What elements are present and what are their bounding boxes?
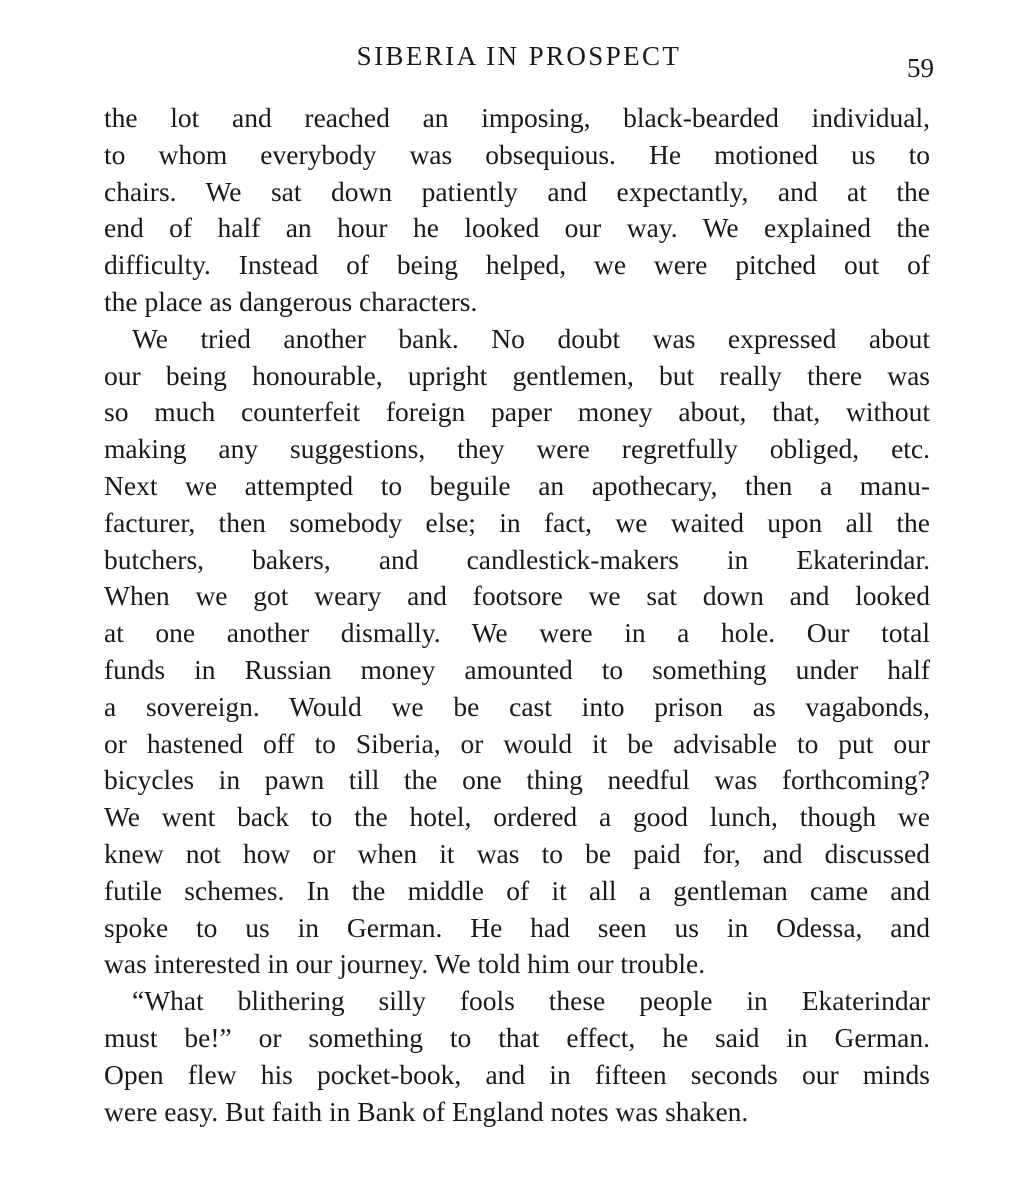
running-title: SIBERIA IN PROSPECT xyxy=(356,41,682,71)
text-line: the lot and reached an imposing, black-bearded individual, xyxy=(104,102,930,133)
text-line: making any suggestions, they were regretfully obliged, etc. xyxy=(104,433,930,465)
text-line: futile schemes. In the middle of it all a gentleman came and xyxy=(104,874,930,906)
text-line: were easy. But faith in Bank of England notes was shaken. xyxy=(104,1095,749,1127)
text-line: was interested in our journey. We told him our trouble. xyxy=(104,948,706,980)
text-line: so much counterfeit foreign paper money about, that, without xyxy=(104,396,930,428)
text-line: our being honourable, upright gentlemen, but really there was xyxy=(104,359,930,391)
text-line: at one another dismally. We were in a hole. Our total xyxy=(104,617,930,649)
text-line: “What blithering silly fools these people in Ekaterindar xyxy=(132,985,930,1017)
text-line: the place as dangerous characters. xyxy=(104,285,478,317)
text-line: Next we attempted to beguile an apothecary, then a manu- xyxy=(104,469,930,501)
text-line: facturer, then somebody else; in fact, we waited upon all the xyxy=(104,506,930,538)
text-line: When we got weary and footsore we sat down and looked xyxy=(104,580,930,612)
text-line: or hastened off to Siberia, or would it be advisable to put our xyxy=(104,727,930,759)
body-text xyxy=(104,100,930,1130)
text-line: Open flew his pocket-book, and in fifteen seconds our minds xyxy=(104,1058,930,1090)
text-line: funds in Russian money amounted to something under half xyxy=(104,653,930,685)
text-line: bicycles in pawn till the one thing needful was forthcoming? xyxy=(104,764,930,796)
text-line: to whom everybody was obsequious. He motioned us to xyxy=(104,138,930,170)
text-line: knew not how or when it was to be paid for, and discussed xyxy=(104,837,930,869)
running-head xyxy=(104,38,934,83)
text-line: butchers, bakers, and candlestick-makers in Ekaterindar. xyxy=(104,543,930,575)
text-line: end of half an hour he looked our way. We explained the xyxy=(104,212,930,244)
text-line: must be!” or something to that effect, he said in German. xyxy=(104,1021,930,1053)
page-number: 59 xyxy=(907,53,934,83)
text-line: chairs. We sat down patiently and expectantly, and at the xyxy=(104,175,930,207)
text-line: spoke to us in German. He had seen us in Odessa, and xyxy=(104,911,930,943)
text-line: We went back to the hotel, ordered a good lunch, though we xyxy=(104,801,930,833)
text-line: difficulty. Instead of being helped, we were pitched out of xyxy=(104,249,930,281)
text-line: We tried another bank. No doubt was expressed about xyxy=(132,322,930,354)
text-line: a sovereign. Would we be cast into prison as vagabonds, xyxy=(104,690,930,722)
